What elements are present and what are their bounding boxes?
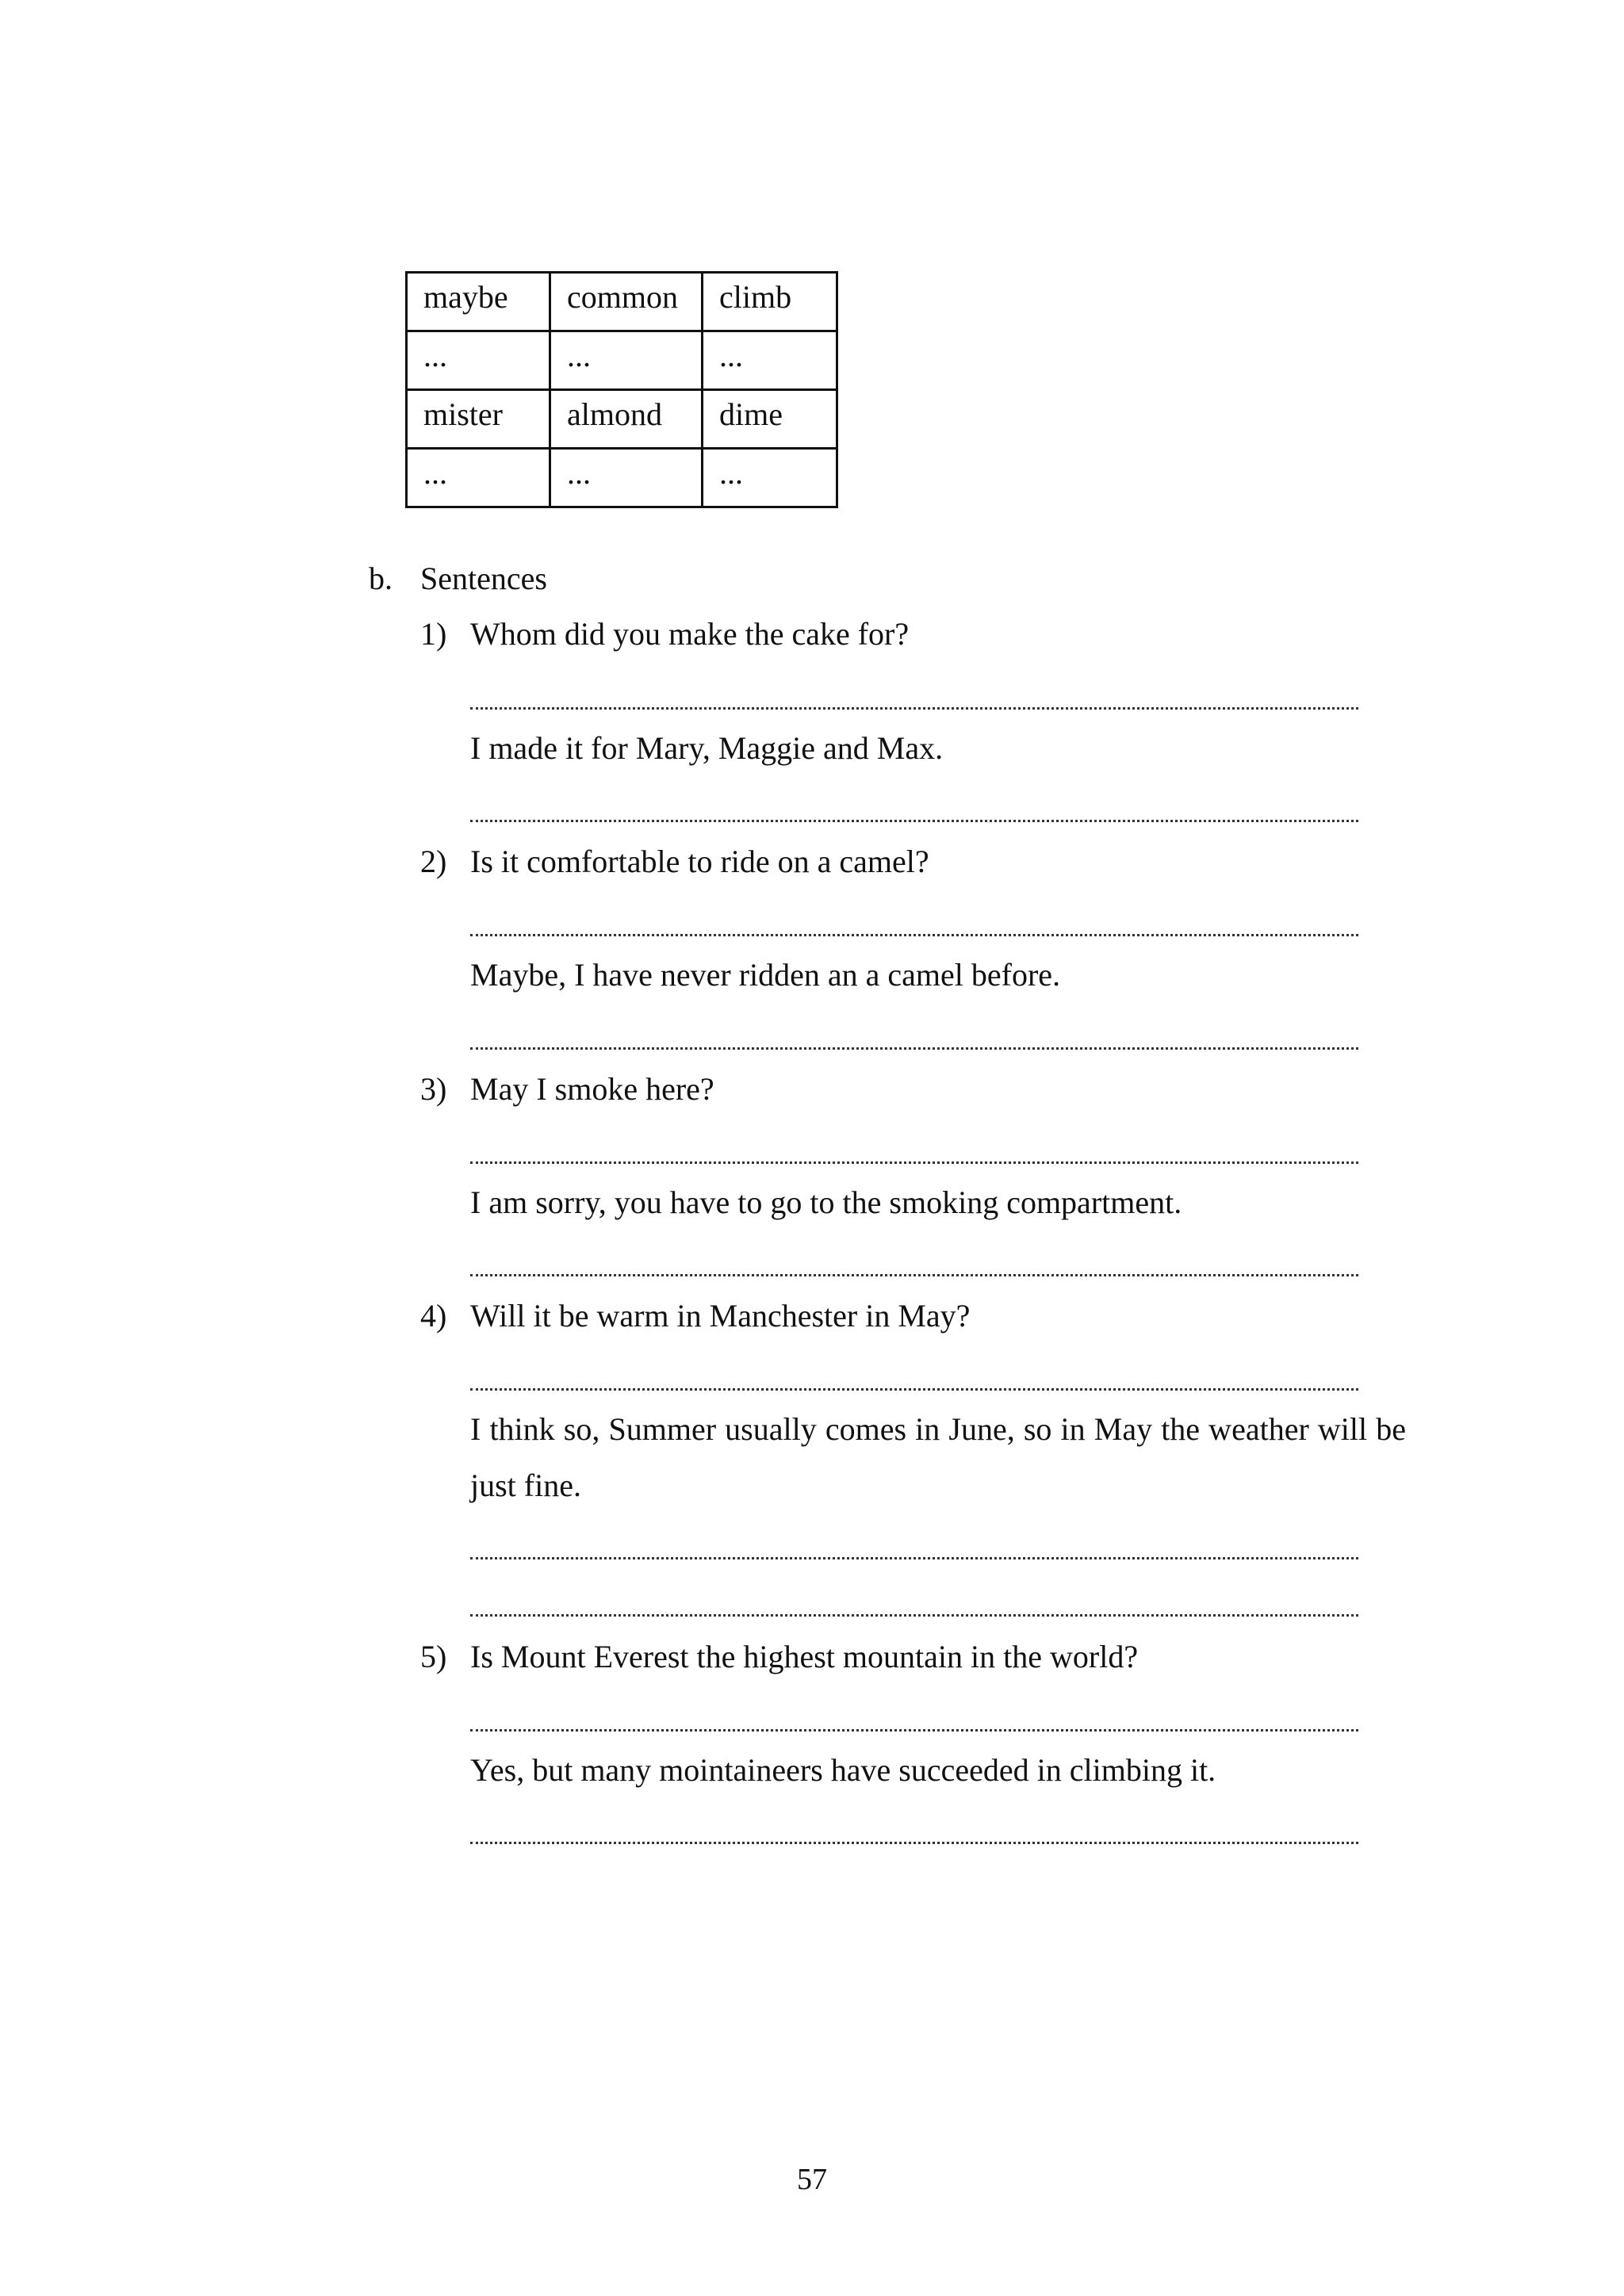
page-number: 57 bbox=[797, 2163, 827, 2196]
section-letter: b. bbox=[369, 561, 393, 596]
table-row bbox=[407, 390, 837, 449]
table-row bbox=[407, 331, 837, 390]
answer-line bbox=[470, 1388, 1358, 1391]
section-title: Sentences bbox=[420, 561, 547, 596]
question-text: Whom did you make the cake for? bbox=[470, 616, 910, 652]
table-cell: ... bbox=[407, 449, 550, 507]
table-cell: ... bbox=[550, 449, 703, 507]
table-cell: common bbox=[550, 273, 703, 331]
question-number: 5) bbox=[420, 1639, 447, 1674]
answer-line bbox=[470, 1557, 1358, 1559]
answer-text: Maybe, I have never ridden an a camel before. bbox=[470, 957, 1061, 993]
table-cell: almond bbox=[550, 390, 703, 449]
question-text: May I smoke here? bbox=[470, 1071, 714, 1107]
answer-line bbox=[470, 1047, 1358, 1050]
answer-text: I am sorry, you have to go to the smoking compartment. bbox=[470, 1184, 1182, 1220]
answer-line bbox=[470, 1729, 1358, 1732]
question-number: 4) bbox=[420, 1298, 447, 1334]
question-number: 1) bbox=[420, 616, 447, 652]
table-cell: dime bbox=[703, 390, 837, 449]
question-number: 3) bbox=[420, 1071, 447, 1107]
question-text: Is it comfortable to ride on a camel? bbox=[470, 844, 929, 879]
question-text: Will it be warm in Manchester in May? bbox=[470, 1298, 971, 1334]
word-table bbox=[405, 271, 838, 508]
table-row bbox=[407, 449, 837, 507]
question-text: Is Mount Everest the highest mountain in the world? bbox=[470, 1639, 1139, 1674]
answer-text: I made it for Mary, Maggie and Max. bbox=[470, 730, 944, 766]
question-number: 2) bbox=[420, 844, 447, 879]
table-cell: mister bbox=[407, 390, 550, 449]
answer-text: I think so, Summer usually comes in June, so in May the weather will be just fine. bbox=[470, 1411, 1406, 1503]
answer-line bbox=[470, 820, 1358, 822]
table-cell: ... bbox=[407, 331, 550, 390]
answer-line bbox=[470, 934, 1358, 936]
table-row bbox=[407, 273, 837, 331]
table-cell: ... bbox=[703, 449, 837, 507]
answer-line bbox=[470, 707, 1358, 710]
answer-line bbox=[470, 1614, 1358, 1617]
answer-line bbox=[470, 1274, 1358, 1276]
answer-line bbox=[470, 1842, 1358, 1844]
table-cell: ... bbox=[550, 331, 703, 390]
table-cell: climb bbox=[703, 273, 837, 331]
table-cell: maybe bbox=[407, 273, 550, 331]
answer-line bbox=[470, 1161, 1358, 1164]
table-cell: ... bbox=[703, 331, 837, 390]
answer-text: Yes, but many mointaineers have succeeded in climbing it. bbox=[470, 1752, 1216, 1788]
